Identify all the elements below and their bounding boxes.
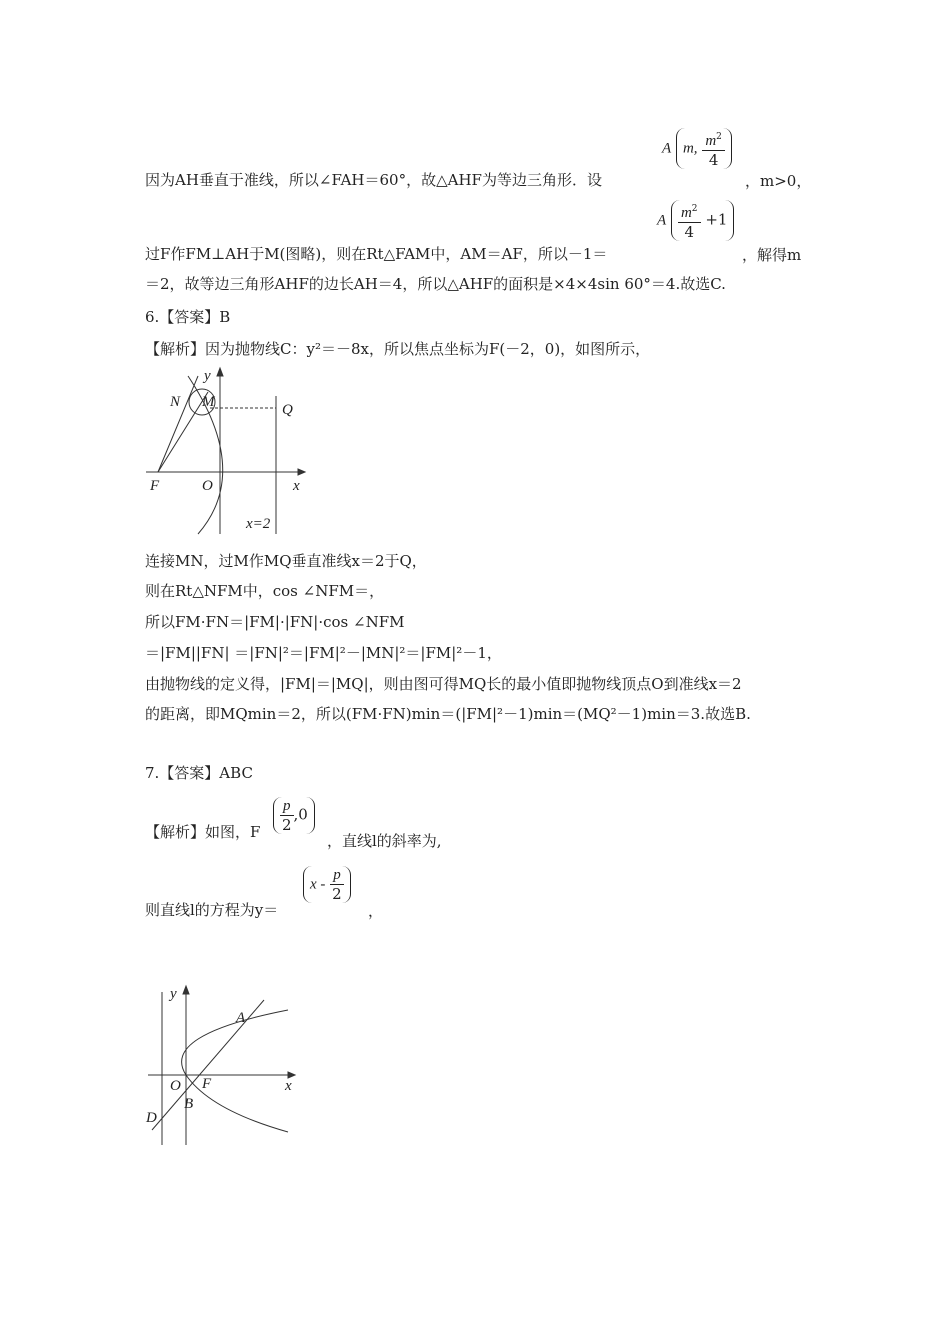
fig7-D: D (146, 1110, 157, 1126)
fig7-x: x (285, 1078, 292, 1094)
fig6-x2: x=2 (246, 516, 271, 532)
p6-answer: 6.【答案】B (145, 308, 231, 326)
p6-l5: 由抛物线的定义得，|FM|＝|MQ|，则由图可得MQ长的最小值即抛物线顶点O到准线x＝2 (145, 675, 742, 693)
fig7-y: y (170, 986, 177, 1002)
p5-line2: 过F作FM⊥AH于M(图略)，则在Rt△FAM中，AM＝AF，所以－1＝ (145, 245, 608, 263)
p6-l2: 则在Rt△NFM中，cos ∠NFM＝， (145, 582, 385, 600)
fig6-O: O (202, 478, 213, 494)
label-A: A (662, 140, 672, 157)
p5-fraction-2: A $\frac{m^2}{4}$ +1 (657, 200, 734, 241)
x-arrow (298, 469, 305, 475)
p6-l3: 所以FM·FN＝|FM|·|FN|·cos ∠NFM (145, 613, 405, 631)
fig7-B: B (184, 1096, 194, 1112)
fig7-O: O (170, 1078, 181, 1094)
p6-l4: ＝|FM||FN| ＝|FN|²＝|FM|²－|MN|²＝|FM|²－1， (145, 644, 502, 662)
p7-eq-tail: ， (368, 902, 384, 920)
fig6-Q: Q (282, 402, 293, 418)
p7-equation: 则直线l的方程为y＝ (145, 901, 279, 919)
fig6-F: F (150, 478, 160, 494)
fig6-y: y (204, 368, 211, 384)
p5-line1: 因为AH垂直于准线，所以∠FAH＝60°，故△AHF为等边三角形．设 (145, 171, 602, 189)
y-arrow (217, 368, 223, 376)
p5-line2-tail: ，解得m (742, 246, 802, 264)
p7-answer: 7.【答案】ABC (145, 764, 253, 782)
p6-l1: 连接MN，过M作MQ垂直准线x＝2于Q， (145, 552, 427, 570)
p6-l6: 的距离，即MQmin＝2，所以(FM·FN)min＝(|FM|²－1)min＝(MQ²－1)min＝3.故选B. (145, 705, 751, 723)
line-l (152, 1000, 264, 1130)
fig7-F: F (202, 1076, 212, 1092)
figure-parabola-7 (140, 980, 310, 1150)
p5-condition: ，m>0， (745, 172, 812, 190)
fig6-N: N (170, 394, 181, 410)
p7-eq-paren: x - $\frac{p}{2}$ (303, 866, 351, 903)
y-arrow (183, 986, 189, 994)
p5-line3: ＝2，故等边三角形AHF的边长AH＝4，所以△AHF的面积是×4×4sin 60°＝4.故选C. (145, 275, 726, 293)
p7-analysis-tail: ，直线l的斜率为, (327, 832, 442, 850)
parabola-curve (182, 1010, 288, 1132)
fig6-x: x (293, 478, 300, 494)
point-A-fraction: A m, $\frac{m^2}{4}$ (662, 128, 732, 169)
p7-analysis: 【解析】如图，F (145, 823, 261, 841)
fig6-M: M (202, 394, 215, 410)
line-FM (158, 392, 208, 472)
p7-focus-coord: $\frac{p}{2}$ ,0 (273, 797, 315, 834)
fig7-A: A (236, 1010, 246, 1026)
p6-analysis: 【解析】因为抛物线C：y²＝－8x，所以焦点坐标为F(－2，0)，如图所示， (145, 340, 651, 358)
figure-parabola-6 (140, 362, 320, 540)
line-FN (158, 376, 198, 472)
